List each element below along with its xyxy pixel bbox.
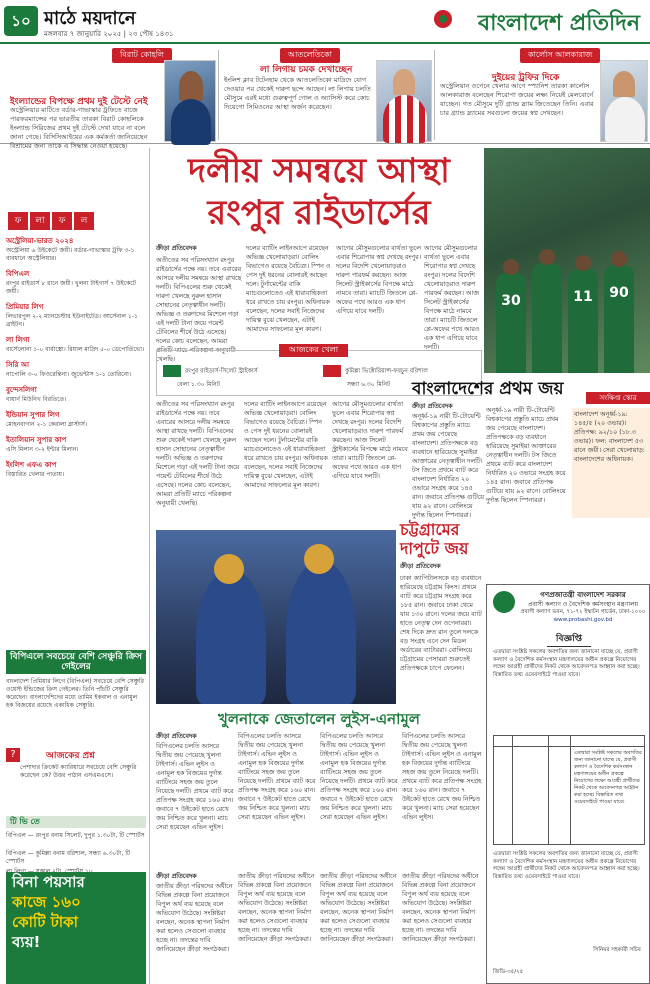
bina-byline: ক্রীড়া প্রতিবেদক	[156, 873, 197, 880]
main-headline-line2: রংপুর রাইডার্সের	[207, 193, 431, 233]
footballer-photo	[376, 60, 432, 142]
dateline: মঙ্গলবার ৭ জানুয়ারি ২০২৫ | ২৩ পৌষ ১৪৩১	[44, 30, 174, 38]
result-title: লা লিগা	[6, 336, 30, 344]
result-body: অস্ট্রেলিয়া ৬ উইকেটে জয়ী। বর্ডার-গাভাস্কার ট্রফি ৩-১ ব্যবধানে অস্ট্রেলিয়ার।	[6, 247, 135, 262]
notice-gov-title: গণপ্রজাতন্ত্রী বাংলাদেশ সরকার	[540, 591, 626, 599]
team-logo-icon	[323, 365, 341, 377]
bangladesh-team-photo	[484, 148, 650, 373]
main-headline-line1: দলীয় সমন্বয়ে আস্থা	[188, 151, 450, 191]
top-strip	[0, 46, 650, 150]
notice-table	[493, 735, 645, 845]
batter-figure	[286, 560, 356, 704]
main-byline: ক্রীড়া প্রতিবেদক	[156, 245, 197, 252]
divider	[434, 50, 435, 140]
notice-address: প্রবাসী কল্যাণ ভবন, ৭১-৭২ ইস্কাটন গার্ডেন, ঢাকা-১০০০	[520, 609, 646, 615]
score-tag: সংক্ষিপ্ত স্কোর	[586, 392, 650, 404]
bd-story-body2: অনূর্ধ্ব-১৯ নারী টি-টোয়েন্টি বিশ্বকাপের প্রস্তুতি ম্যাচে প্রথম জয় পেয়েছে বাংলাদেশ। প্রতিপক্ষকে বড় ব্যবধানে হারিয়েছে সুমাইয়া আক্তারের নেতৃত্বাধীন দলটি। টস জিতে প্রথমে ব্যাট করে বাংলাদেশ নির্ধারিত ২০ ওভারে সংগ্রহ করে ১৪৫ রান। জবাবে প্রতিপক্ষ গুটিয়ে যায় ৯২ রানে। বোলিংয়ে দুর্দান্ত ছিলেন স্পিনাররা।	[486, 407, 566, 504]
story-headline: ইংল্যান্ডের বিপক্ষে প্রথম দুই টেস্টে নেই	[10, 97, 148, 107]
bina-line: ব্যয়!	[12, 933, 41, 951]
notice-conditions: এতদ্বারা সংশ্লিষ্ট সকলের অবগতির জন্য জানানো যাচ্ছে যে, প্রবাসী কল্যাণ ও বৈদেশিক কর্মসংস্থান মন্ত্রণালয়ের অধীন প্রকল্পে নিয়োগের লক্ষ্যে আগ্রহী প্রার্থীদের নিকট থেকে আবেদনপত্র আহ্বান করা হচ্ছে। বিস্তারিত তথ্য ওয়েবসাইটে পাওয়া যাবে।	[493, 851, 640, 880]
result-body: মোহনবাগান ২-১ কেরালা ব্লাস্টার্স।	[6, 421, 87, 428]
tv-row: বিপিএল — রংপুর বনাম সিলেট, দুপুর ১.৩০টা, টি স্পোর্টস	[6, 832, 145, 839]
main-story-col2: দলের ব্যাটিং লাইনআপে রয়েছেন অভিজ্ঞ খেলোয়াড়রা। বোলিং বিভাগেও রয়েছে বৈচিত্র্য। স্পিন ও পেস দুই ধরনের বোলারই আছেন দলে। টুর্নামেন্টের বাকি ম্যাচগুলোতেও এই ধারাবাহিকতা ধরে রাখতে চায় রংপুর। অধিনায়ক বলেছেন, দলের সবাই নিজেদের দায়িত্ব বুঝে খেলছেন, এটাই আমাদের সাফল্যের মূল কারণ।	[246, 245, 331, 333]
jersey-figure	[171, 99, 211, 145]
heading-letter: ল	[74, 212, 94, 230]
result-title: ইতালিয়ান সুপার কাপ	[6, 436, 67, 444]
helmet-figure	[214, 554, 244, 584]
top-story-atletico	[220, 46, 434, 144]
result-title: বিপিএল	[6, 270, 30, 278]
table-rule	[512, 736, 513, 844]
jersey-figure	[383, 95, 427, 143]
bangladesh-headline: বাংলাদেশের প্রথম জয়	[412, 379, 564, 399]
table-rule	[570, 736, 571, 844]
notice-web: www.probashi.gov.bd	[553, 617, 613, 623]
story-headline: দুইয়ের ট্রফির দিকে	[492, 73, 560, 83]
notice-signature: সিনিয়র সহকারী সচিব	[593, 947, 641, 953]
notice-ministry: প্রবাসী কল্যাণ ও বৈদেশিক কর্মসংস্থান মন্ত্রণালয়	[528, 601, 638, 608]
khulna-headline: খুলনাকে জেতালেন লুইস-এনামুল	[218, 710, 420, 728]
promo-body: বাংলাদেশ প্রিমিয়ার লিগে (বিপিএল) সবচেয়ে বেশি সেঞ্চুরি ওয়েস্ট ইন্ডিজের ক্রিস গেইলের। তিনি পাঁচটি সেঞ্চুরি করেছেন। বাংলাদেশিদের মধ্যে তামিম ইকবাল ও এনামুল হক বিজয়ের রয়েছে একাধিক সেঞ্চুরি।	[6, 678, 144, 709]
match-time: বেলা ১.৩০ মিনিট	[177, 381, 221, 388]
main-story-cont1: অতীতের সব পরিসংখ্যান রংপুর রাইডার্সের পক্ষে নয়। তবে এবারের আসরে দলীয় সমন্বয়ে আস্থা রাখছে দলটি। বিপিএলের শুরু থেকেই দারুণ খেলছে নুরুল হাসান সোহানের নেতৃত্বাধীন দলটি। অভিজ্ঞ ও তরুণদের মিশেলে গড়া এই দলটি টানা জয়ে পয়েন্ট টেবিলের শীর্ষে উঠে এসেছে। দলের কোচ বলেছেন, আমরা প্রতিটি ম্যাচে পরিকল্পনা অনুযায়ী খেলছি।	[156, 401, 240, 507]
results-list	[6, 230, 146, 479]
khulna-body2: বিপিএলের চলতি আসরে দ্বিতীয় জয় পেয়েছে খুলনা টাইগার্স। এভিন লুইস ও এনামুল হক বিজয়ের দুর্দান্ত ব্যাটিংয়ে সহজ জয় তুলে নিয়েছে দলটি। প্রথমে ব্যাট করে প্রতিপক্ষ সংগ্রহ করে ১৬০ রান। জবাবে ৭ উইকেট হাতে রেখে জয় নিশ্চিত করে খুলনা। ম্যাচ সেরা হয়েছেন এভিন লুইস।	[238, 733, 316, 821]
kohli-photo	[164, 60, 216, 142]
khulna-body3: বিপিএলের চলতি আসরে দ্বিতীয় জয় পেয়েছে খুলনা টাইগার্স। এভিন লুইস ও এনামুল হক বিজয়ের দুর্দান্ত ব্যাটিংয়ে সহজ জয় তুলে নিয়েছে দলটি। প্রথমে ব্যাট করে প্রতিপক্ষ সংগ্রহ করে ১৬০ রান। জবাবে ৭ উইকেট হাতে রেখে জয় নিশ্চিত করে খুলনা। ম্যাচ সেরা হয়েছেন এভিন লুইস।	[320, 733, 398, 821]
story-body: অস্ট্রেলিয়ার মাটিতে বর্ডার-গাভাস্কার ট্রফিতে বাজে পারফরম্যান্সের পর ভারতীয় তারকা বিরাট কোহলিকে ইংল্যান্ড সিরিজের প্রথম দুই টেস্টে দেখা যাবে না বলে জানা গেছে। বিসিসিআইয়ের এক কর্মকর্তা জানিয়েছেন বিশ্রামের জন্য তাকে এ সিদ্ধান্ত নেওয়া হয়েছে।	[10, 106, 148, 150]
govt-seal-icon	[493, 591, 515, 613]
team-logo-icon	[163, 365, 181, 377]
top-story-kohli	[0, 46, 218, 150]
main-story-cont3: আগের মৌসুমগুলোর ব্যর্থতা ভুলে এবার শিরোপার স্বপ্ন দেখছে রংপুর। দলের বিদেশি খেলোয়াড়রাও দারুণ পারফর্ম করছেন। আজ সিলেট স্ট্রাইকার্সের বিপক্ষে মাঠে নামবে তারা। ম্যাচটি জিতলে প্লে-অফের পথে আরও এক ধাপ এগিয়ে যাবে দলটি।	[332, 401, 408, 480]
ctg-headline: চট্টগ্রামের দাপুটে জয়	[400, 520, 469, 558]
result-title: প্রিমিয়ার লিগ	[6, 303, 44, 311]
notice-footer: জিডি-৩৫/২৫	[493, 969, 524, 975]
story-headline: লা লিগায় চমক দেখাচ্ছেন	[260, 65, 353, 75]
tv-heading: টি ভি তে	[6, 816, 146, 828]
left-sidebar	[0, 148, 150, 984]
promo-heading: বিপিএলে সবচেয়ে বেশি সেঞ্চুরি ক্রিস গেইলের	[6, 650, 146, 674]
khulna-body4: বিপিএলের চলতি আসরে দ্বিতীয় জয় পেয়েছে খুলনা টাইগার্স। এভিন লুইস ও এনামুল হক বিজয়ের দুর্দান্ত ব্যাটিংয়ে সহজ জয় তুলে নিয়েছে দলটি। প্রথমে ব্যাট করে প্রতিপক্ষ সংগ্রহ করে ১৬০ রান। জবাবে ৭ উইকেট হাতে রেখে জয় নিশ্চিত করে খুলনা। ম্যাচ সেরা হয়েছেন এভিন লুইস।	[402, 733, 482, 821]
page-header	[0, 0, 650, 44]
table-rule	[494, 746, 644, 747]
today-games-label: আজকের খেলা	[279, 344, 348, 357]
table-cell: এতদ্বারা সংশ্লিষ্ট সকলের অবগতির জন্য জানানো যাচ্ছে যে, প্রবাসী কল্যাণ ও বৈদেশিক কর্মসংস্থান মন্ত্রণালয়ের অধীন প্রকল্পে নিয়োগের লক্ষ্যে আগ্রহী প্রার্থীদের নিকট থেকে আবেদনপত্র আহ্বান করা হচ্ছে। বিস্তারিত তথ্য ওয়েবসাইটে পাওয়া যাবে।	[574, 750, 642, 805]
khulna-batters-photo	[156, 530, 396, 704]
heading-letter: লা	[30, 212, 50, 230]
heading-letter: ফ	[8, 212, 28, 230]
result-title: বুন্দেসলিগা	[6, 386, 37, 394]
match-teams: কুমিল্লা ভিক্টোরিয়ান্স-ফরচুন বরিশাল	[345, 367, 428, 375]
question-title: আজকের প্রশ্ন	[46, 751, 95, 761]
tv-row: বিপিএল — কুমিল্লা বনাম বরিশাল, সন্ধ্যা ৬.৩০টা, টি স্পোর্টস	[6, 850, 131, 865]
bd-score-box: বাংলাদেশ অনূর্ধ্ব-১৯: ১৪৫/৫ (২০ ওভার)। প্রতিপক্ষ: ৯২/১০ (১৮.৩ ওভার)। ফল: বাংলাদেশ ৫৩ রানে জয়ী। সেরা খেলোয়াড়: বাংলাদেশের অধিনায়ক।	[572, 408, 650, 518]
result-body: বায়ার্ন মিউনিখ বিরতিতে।	[6, 396, 67, 403]
player-figure: 11	[568, 269, 598, 373]
bina-body3: জাতীয় ক্রীড়া পরিষদের অধীনে বিভিন্ন প্রকল্পে বিনা প্রয়োজনে বিপুল অর্থ ব্যয় হয়েছে বলে অভিযোগ উঠেছে। সংশ্লিষ্টরা বলছেন, অনেক স্থাপনা নির্মাণ করা হলেও সেগুলো ব্যবহার হচ্ছে না। তদন্তের দাবি জানিয়েছেন ক্রীড়া সংগঠকরা।	[320, 873, 397, 943]
match-teams: রংপুর রাইডার্স-সিলেট স্ট্রাইকার্স	[185, 367, 258, 375]
player-figure	[613, 71, 635, 97]
story-tag: বিরাট কোহলি	[112, 48, 172, 63]
story-tag: কার্লোস আলকারাজ	[520, 48, 600, 63]
results-heading	[8, 208, 96, 230]
main-story-col1: অতীতের সব পরিসংখ্যান রংপুর রাইডার্সের পক্ষে নয়। তবে এবারের আসরে দলীয় সমন্বয়ে আস্থা রাখছে দলটি। বিপিএলের শুরু থেকেই দারুণ খেলছে নুরুল হাসান সোহানের নেতৃত্বাধীন দলটি। অভিজ্ঞ ও তরুণদের মিশেলে গড়া এই দলটি টানা জয়ে পয়েন্ট টেবিলের শীর্ষে উঠে এসেছে। দলের কোচ বলেছেন, আমরা প্রতিটি ম্যাচে পরিকল্পনা অনুযায়ী খেলছি।	[156, 257, 242, 363]
notice-title: বিজ্ঞপ্তি	[547, 631, 591, 647]
table-rule	[548, 736, 549, 844]
question-body: পেশাদার ক্রিকেট ক্যারিয়ারে সবচেয়ে বেশি সেঞ্চুরি করেছেন কে? উত্তর পাঠান এসএমএসে।	[20, 764, 137, 779]
masthead-title: বাংলাদেশ প্রতিদিন	[477, 10, 640, 36]
divider	[218, 50, 219, 140]
match-row	[163, 365, 258, 377]
result-title: অস্ট্রেলিয়া-ভারত ২০২৪	[6, 237, 74, 245]
result-body: বিস্তারিত খেলার পাতায়।	[6, 471, 65, 478]
player-figure	[532, 263, 562, 373]
main-story-col3: আগের মৌসুমগুলোর ব্যর্থতা ভুলে এবার শিরোপার স্বপ্ন দেখছে রংপুর। দলের বিদেশি খেলোয়াড়রাও দারুণ পারফর্ম করছেন। আজ সিলেট স্ট্রাইকার্সের বিপক্ষে মাঠে নামবে তারা। ম্যাচটি জিতলে প্লে-অফের পথে আরও এক ধাপ এগিয়ে যাবে দলটি।	[336, 245, 421, 315]
result-body: বার্সেলোনা ১-০ বার্বাস্ত্রো। রিয়াল মাদ্রিদ ৫-০ ডেপোর্তিভো।	[6, 346, 145, 353]
bina-body1: জাতীয় ক্রীড়া পরিষদের অধীনে বিভিন্ন প্রকল্পে বিনা প্রয়োজনে বিপুল অর্থ ব্যয় হয়েছে বলে অভিযোগ উঠেছে। সংশ্লিষ্টরা বলছেন, অনেক স্থাপনা নির্মাণ করা হলেও সেগুলো ব্যবহার হচ্ছে না। তদন্তের দাবি জানিয়েছেন ক্রীড়া সংগঠকরা।	[156, 883, 233, 953]
bd-byline: ক্রীড়া প্রতিবেদক	[412, 403, 453, 410]
ctg-byline: ক্রীড়া প্রতিবেদক	[400, 563, 441, 570]
result-body: লিভারপুল ২-২ ম্যানচেস্টার ইউনাইটেড। আর্সেনাল ১-১ ব্রাইটন।	[6, 313, 138, 328]
result-title: ইংলিশ এফএ কাপ	[6, 461, 57, 469]
section-title: মাঠে ময়দানে	[44, 8, 136, 29]
alcaraz-photo	[600, 60, 648, 142]
story-tag: আতলেতিকো	[280, 48, 340, 63]
main-story-col4: আগের মৌসুমগুলোর ব্যর্থতা ভুলে এবার শিরোপার স্বপ্ন দেখছে রংপুর। দলের বিদেশি খেলোয়াড়রাও দারুণ পারফর্ম করছেন। আজ সিলেট স্ট্রাইকার্সের বিপক্ষে মাঠে নামবে তারা। ম্যাচটি জিতলে প্লে-অফের পথে আরও এক ধাপ এগিয়ে যাবে দলটি।	[424, 245, 480, 351]
shirt-figure	[605, 97, 645, 143]
masthead-logo-icon	[434, 10, 452, 28]
result-title: ইন্ডিয়ান সুপার লিগ	[6, 411, 60, 419]
khulna-body1: বিপিএলের চলতি আসরে দ্বিতীয় জয় পেয়েছে খুলনা টাইগার্স। এভিন লুইস ও এনামুল হক বিজয়ের দুর্দান্ত ব্যাটিংয়ে সহজ জয় তুলে নিয়েছে দলটি। প্রথমে ব্যাট করে প্রতিপক্ষ সংগ্রহ করে ১৬০ রান। জবাবে ৭ উইকেট হাতে রেখে জয় নিশ্চিত করে খুলনা। ম্যাচ সেরা হয়েছেন এভিন লুইস।	[156, 743, 234, 831]
bina-line: বিনা পয়সার	[12, 873, 85, 891]
ctg-body: ঢাকা ক্যাপিটালসকে বড় ব্যবধানে হারিয়েছে চট্টগ্রাম কিংস। প্রথমে ব্যাট করে চট্টগ্রাম সংগ্রহ করে ১৮৫ রান। জবাবে ঢাকা থেমে যায় ১৩০ রানে। দলের জয়ে ব্যাট হাতে নেতৃত্ব দেন ওপেনাররা। শেষ দিকে দ্রুত রান তুলে দলকে বড় সংগ্রহ এনে দেন মিডল অর্ডারের ব্যাটাররা। বোলিংয়ে চট্টগ্রামের পেসাররা শুরুতেই প্রতিপক্ষকে চাপে ফেলেন।	[400, 575, 482, 672]
story-body: অস্ট্রেলিয়ান ওপেনে খেলার আগে স্প্যানিশ তারকা কার্লোস আলকারাজ বলেছেন শিরোপা জয়ের লক্ষ্য নিয়েই মেলবোর্নে যাচ্ছেন। গত মৌসুমে দুটি গ্র্যান্ড স্ল্যাম জিতেছেন তিনি। এবার চার গ্র্যান্ড স্ল্যামের সবগুলো জয়ের স্বপ্ন দেখছেন।	[440, 82, 594, 117]
main-story-cont2: দলের ব্যাটিং লাইনআপে রয়েছেন অভিজ্ঞ খেলোয়াড়রা। বোলিং বিভাগেও রয়েছে বৈচিত্র্য। স্পিন ও পেস দুই ধরনের বোলারই আছেন দলে। টুর্নামেন্টের বাকি ম্যাচগুলোতেও এই ধারাবাহিকতা ধরে রাখতে চায় রংপুর। অধিনায়ক বলেছেন, দলের সবাই নিজেদের দায়িত্ব বুঝে খেলছেন, এটাই আমাদের সাফল্যের মূল কারণ।	[244, 401, 328, 489]
result-body: রংপুর রাইডার্স ৮ রানে জয়ী। খুলনা টাইগার্স ৭ উইকেটে জয়ী।	[6, 280, 136, 295]
batter-figure	[196, 570, 266, 704]
question-icon: ?	[6, 748, 20, 762]
question-heading	[6, 748, 146, 762]
page-number: ১০	[4, 6, 38, 36]
player-figure: 30	[496, 273, 526, 373]
result-body: নাপোলি ৩-০ ফিওরেন্তিনা। জুভেন্টাস ১-১ তোরিনো।	[6, 371, 131, 378]
bina-poysar-headline-box	[6, 872, 146, 984]
top-story-alcaraz	[436, 46, 650, 144]
notice-body: এতদ্বারা সংশ্লিষ্ট সকলের অবগতির জন্য জানানো যাচ্ছে যে, প্রবাসী কল্যাণ ও বৈদেশিক কর্মসংস্থান মন্ত্রণালয়ের অধীন প্রকল্পে নিয়োগের লক্ষ্যে আগ্রহী প্রার্থীদের নিকট থেকে আবেদনপত্র আহ্বান করা হচ্ছে। বিস্তারিত তথ্য ওয়েবসাইটে পাওয়া যাবে।	[493, 649, 640, 678]
story-body: ইংলিশ ক্লাব টটেনহাম থেকে আতলেতিকো মাদ্রিদে যোগ দেওয়ার পর থেকেই দারুণ ছন্দে আছেন। লা লিগায় চলতি মৌসুমে এরই মধ্যে গুরুত্বপূর্ণ গোল ও অ্যাসিস্ট করে কোচ দিয়েগো সিমিওনের আস্থা অর্জন করেছেন।	[224, 76, 371, 111]
bina-body4: জাতীয় ক্রীড়া পরিষদের অধীনে বিভিন্ন প্রকল্পে বিনা প্রয়োজনে বিপুল অর্থ ব্যয় হয়েছে বলে অভিযোগ উঠেছে। সংশ্লিষ্টরা বলছেন, অনেক স্থাপনা নির্মাণ করা হলেও সেগুলো ব্যবহার হচ্ছে না। তদন্তের দাবি জানিয়েছেন ক্রীড়া সংগঠকরা।	[402, 873, 479, 943]
match-time: সন্ধ্যা ৬.৩০ মিনিট	[347, 381, 391, 388]
government-notice	[486, 584, 650, 984]
khulna-byline: ক্রীড়া প্রতিবেদক	[156, 733, 197, 740]
result-body: এসি মিলান ৩-২ ইন্টার মিলান।	[6, 446, 79, 453]
player-figure: 90	[604, 265, 634, 373]
bd-story-body: অনূর্ধ্ব-১৯ নারী টি-টোয়েন্টি বিশ্বকাপের প্রস্তুতি ম্যাচে প্রথম জয় পেয়েছে বাংলাদেশ। প্রতিপক্ষকে বড় ব্যবধানে হারিয়েছে সুমাইয়া আক্তারের নেতৃত্বাধীন দলটি। টস জিতে প্রথমে ব্যাট করে বাংলাদেশ নির্ধারিত ২০ ওভারে সংগ্রহ করে ১৪৫ রান। জবাবে প্রতিপক্ষ গুটিয়ে যায় ৯২ রানে। বোলিংয়ে দুর্দান্ত ছিলেন স্পিনাররা।	[412, 413, 484, 519]
player-figure	[179, 71, 203, 101]
bina-line: কোটি টাকা	[12, 913, 78, 931]
bina-body2: জাতীয় ক্রীড়া পরিষদের অধীনে বিভিন্ন প্রকল্পে বিনা প্রয়োজনে বিপুল অর্থ ব্যয় হয়েছে বলে অভিযোগ উঠেছে। সংশ্লিষ্টরা বলছেন, অনেক স্থাপনা নির্মাণ করা হলেও সেগুলো ব্যবহার হচ্ছে না। তদন্তের দাবি জানিয়েছেন ক্রীড়া সংগঠকরা।	[238, 873, 315, 943]
heading-letter: ফ	[52, 212, 72, 230]
helmet-figure	[304, 544, 334, 574]
result-title: সিরি আ	[6, 361, 30, 369]
player-figure	[393, 69, 415, 95]
bina-line: কাজে ১৬০	[12, 893, 81, 911]
main-headline	[156, 150, 482, 234]
